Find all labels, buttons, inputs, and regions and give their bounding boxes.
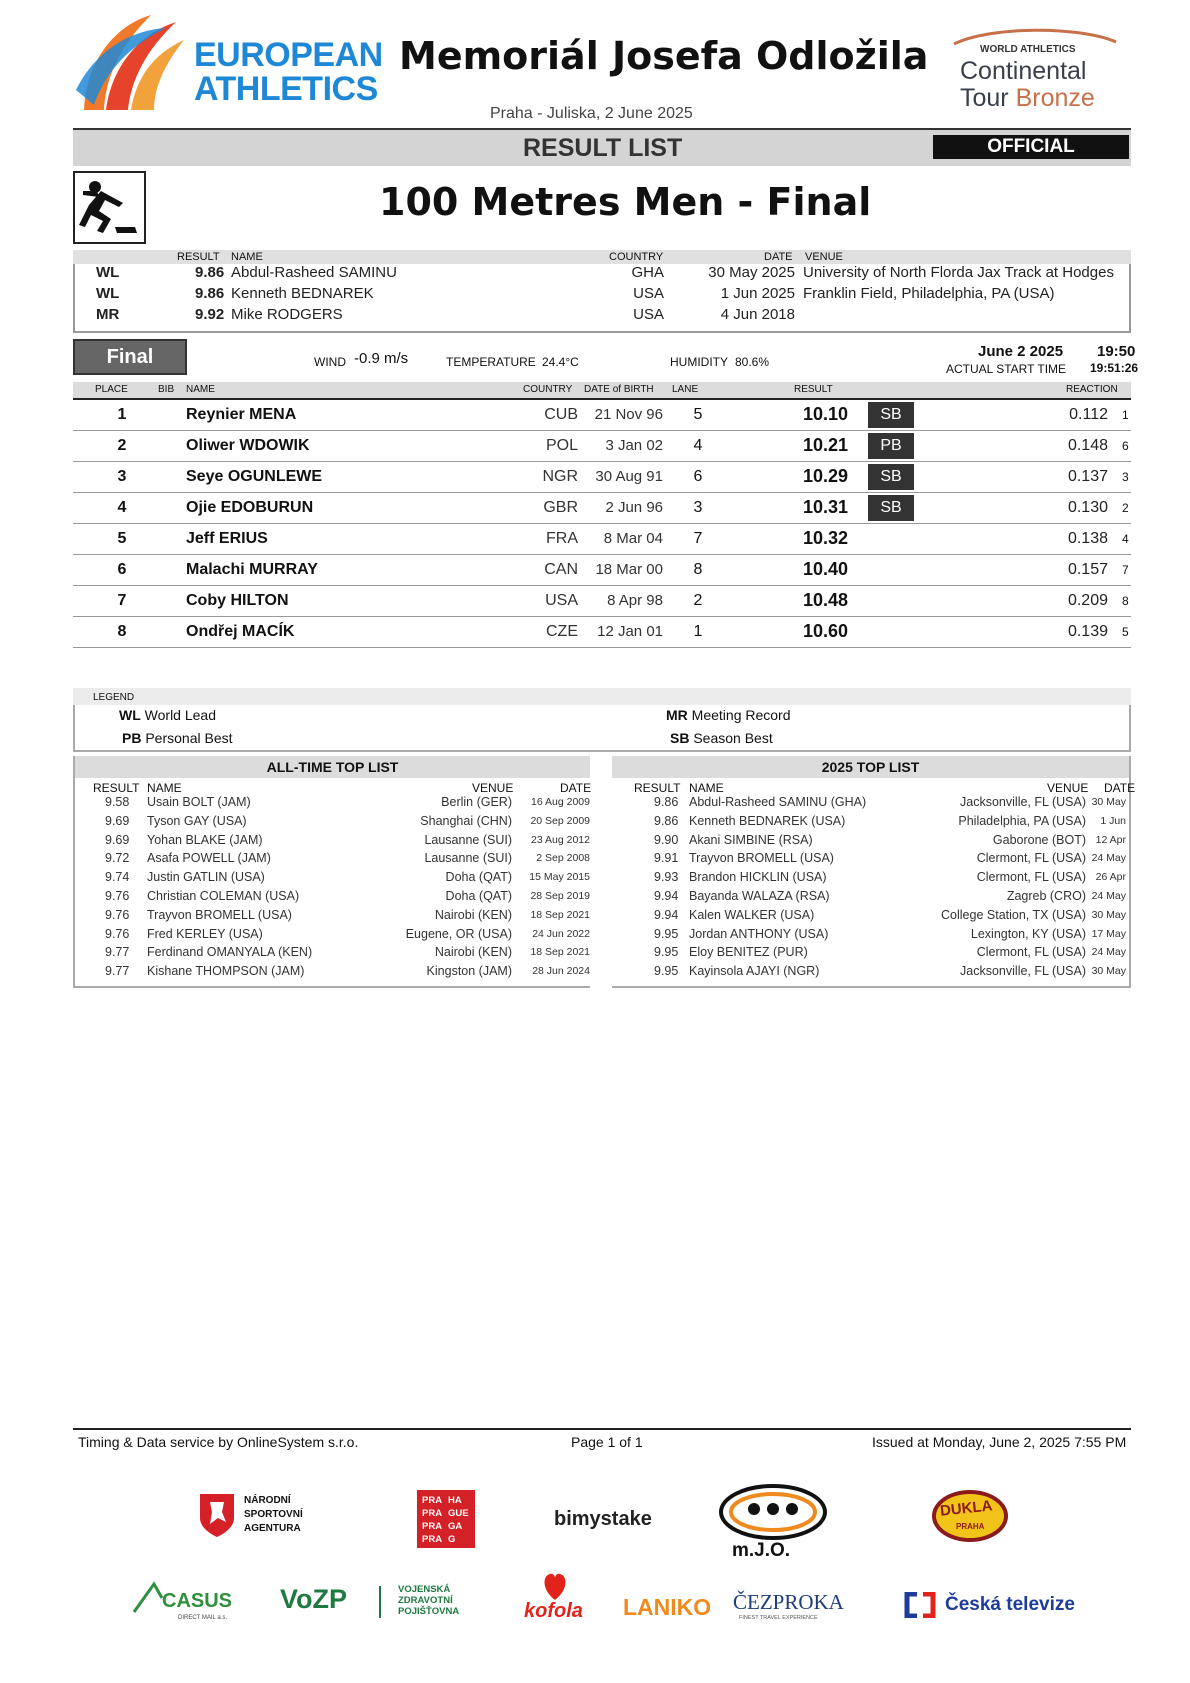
alltime-date: 23 Aug 2012 xyxy=(531,833,590,846)
col-dob: DATE of BIRTH xyxy=(584,384,654,395)
alltime-result: 9.58 xyxy=(105,795,130,809)
wind-label: WIND xyxy=(314,355,346,369)
round-badge: Final xyxy=(73,339,187,375)
season-name: Brandon HICKLIN (USA) xyxy=(689,870,827,885)
temperature-label: TEMPERATURE xyxy=(446,355,536,369)
season-result: 9.91 xyxy=(654,851,679,866)
records-col-result: RESULT xyxy=(177,251,220,263)
result-place: 5 xyxy=(117,530,127,547)
alltime-col-name: NAME xyxy=(147,781,182,795)
casus-logo: CASUS DIRECT MAIL a.s. xyxy=(132,1580,232,1628)
season-result: 9.86 xyxy=(654,795,679,809)
season-venue: Clermont, FL (USA) xyxy=(976,870,1086,885)
result-mark: 10.32 xyxy=(802,528,848,548)
humidity-label: HUMIDITY xyxy=(670,355,728,369)
meeting-title: Memoriál Josefa Odložila xyxy=(399,34,929,78)
dukla-logo: DUKLA PRAHA xyxy=(930,1488,1010,1548)
result-row xyxy=(73,400,1131,431)
athlete-dob: 30 Aug 91 xyxy=(595,468,663,485)
running-track-icon xyxy=(718,1483,828,1541)
athlete-country: CUB xyxy=(544,406,578,423)
praha-logo: PRA HA PRA GUE PRA GA PRA G xyxy=(417,1490,475,1548)
records-col-name: NAME xyxy=(231,251,263,263)
season-name: Trayvon BROMELL (USA) xyxy=(689,851,834,866)
record-result: 9.86 xyxy=(195,285,225,302)
official-badge: OFFICIAL xyxy=(933,135,1129,159)
alltime-col-date: DATE xyxy=(560,781,592,795)
record-code: WL xyxy=(96,264,120,281)
season-result: 9.95 xyxy=(654,964,679,979)
reaction-rank: 6 xyxy=(1122,439,1129,453)
season-venue: Philadelphia, PA (USA) xyxy=(958,813,1086,828)
legend-item-mr: MR Meeting Record xyxy=(666,707,791,723)
event-title: 100 Metres Men - Final xyxy=(379,180,872,224)
record-result: 9.86 xyxy=(195,264,225,281)
alltime-venue: Berlin (GER) xyxy=(441,795,512,809)
laniko-logo: LANIKO xyxy=(623,1594,712,1620)
alltime-date: 2 Sep 2008 xyxy=(536,852,590,865)
season-result: 9.93 xyxy=(654,870,679,885)
alltime-venue: Kingston (JAM) xyxy=(426,964,512,979)
season-col-name: NAME xyxy=(689,781,724,795)
athlete-lane: 8 xyxy=(693,561,703,578)
reaction-rank: 2 xyxy=(1122,501,1129,515)
reaction-time: 0.139 xyxy=(1067,623,1108,640)
result-place: 3 xyxy=(117,468,127,485)
athlete-lane: 1 xyxy=(693,623,703,640)
alltime-venue: Lausanne (SUI) xyxy=(424,851,512,866)
alltime-venue: Doha (QAT) xyxy=(445,870,512,885)
reaction-time: 0.138 xyxy=(1067,530,1108,547)
col-reaction: REACTION xyxy=(1066,384,1118,395)
season-name: Kalen WALKER (USA) xyxy=(689,907,815,922)
season-name: Abdul-Rasheed SAMINU (GHA) xyxy=(689,795,867,809)
result-row xyxy=(73,493,1131,524)
alltime-date: 28 Jun 2024 xyxy=(532,965,590,978)
athlete-name: Coby HILTON xyxy=(186,592,289,609)
record-venue: Franklin Field, Philadelphia, PA (USA) xyxy=(803,285,1055,302)
season-date: 12 Apr xyxy=(1095,833,1126,846)
record-name: Kenneth BEDNAREK xyxy=(231,285,374,302)
season-result: 9.94 xyxy=(654,889,679,903)
alltime-result: 9.74 xyxy=(105,870,130,885)
reaction-time: 0.137 xyxy=(1067,468,1108,485)
mjo-logo: m.J.O. xyxy=(718,1483,828,1563)
athlete-lane: 7 xyxy=(693,530,703,547)
alltime-result: 9.76 xyxy=(105,889,130,903)
col-place: PLACE xyxy=(95,384,128,395)
result-mark: 10.21 xyxy=(802,435,848,455)
alltime-name: Fred KERLEY (USA) xyxy=(147,926,263,941)
start-time-value: 19:51:26 xyxy=(1090,361,1139,375)
alltime-venue: Nairobi (KEN) xyxy=(434,945,512,960)
athlete-name: Oliwer WDOWIK xyxy=(186,437,310,454)
athlete-lane: 3 xyxy=(693,499,703,516)
reaction-time: 0.209 xyxy=(1067,592,1108,609)
vozp-logo: VoZP VOJENSKÁ ZDRAVOTNÍ POJIŠŤOVNA xyxy=(280,1584,460,1617)
col-lane: LANE xyxy=(672,384,699,395)
alltime-date: 18 Sep 2021 xyxy=(530,908,590,921)
result-place: 7 xyxy=(117,592,127,609)
col-result: RESULT xyxy=(794,384,833,395)
result-place: 1 xyxy=(117,406,127,423)
temperature-value: 24.4°C xyxy=(542,355,579,369)
col-bib: BIB xyxy=(158,384,175,395)
alltime-venue: Lausanne (SUI) xyxy=(424,832,512,847)
season-date: 30 May xyxy=(1091,908,1126,921)
record-country: GHA xyxy=(631,264,664,281)
athlete-name: Ondřej MACÍK xyxy=(186,623,295,640)
result-mark: 10.48 xyxy=(802,590,848,610)
event-date: June 2 2025 xyxy=(978,343,1064,360)
legend-item-pb: PB Personal Best xyxy=(122,730,233,746)
alltime-result: 9.77 xyxy=(105,964,130,979)
alltime-result: 9.69 xyxy=(105,832,130,847)
result-row xyxy=(73,524,1131,555)
result-flag-badge: SB xyxy=(868,464,914,490)
kofola-heart-icon xyxy=(540,1570,570,1602)
alltime-name: Usain BOLT (JAM) xyxy=(147,795,251,809)
alltime-date: 24 Jun 2022 xyxy=(532,927,590,940)
athlete-country: POL xyxy=(545,437,578,454)
result-place: 4 xyxy=(117,499,127,516)
alltime-name: Ferdinand OMANYALA (KEN) xyxy=(147,945,313,960)
season-date: 17 May xyxy=(1091,927,1126,940)
reaction-rank: 5 xyxy=(1122,625,1129,639)
season-date: 24 May xyxy=(1091,890,1126,902)
alltime-title: ALL-TIME TOP LIST xyxy=(75,756,590,778)
reaction-time: 0.148 xyxy=(1067,437,1108,454)
wind-value: -0.9 m/s xyxy=(354,350,409,367)
season-date: 26 Apr xyxy=(1095,871,1126,884)
alltime-name: Kishane THOMPSON (JAM) xyxy=(147,964,305,979)
athlete-dob: 8 Apr 98 xyxy=(607,592,663,609)
records-col-date: DATE xyxy=(764,251,793,263)
season-venue: Lexington, KY (USA) xyxy=(970,926,1086,941)
sprinter-start-icon xyxy=(73,171,146,244)
reaction-rank: 8 xyxy=(1122,594,1129,608)
alltime-col-result: RESULT xyxy=(93,781,140,795)
season-venue: Jacksonville, FL (USA) xyxy=(960,795,1086,809)
result-flag-badge: SB xyxy=(868,495,914,521)
reaction-time: 0.130 xyxy=(1067,499,1108,516)
tour-organization: WORLD ATHLETICS xyxy=(980,44,1076,55)
top-lists-gap xyxy=(590,756,612,988)
alltime-name: Justin GATLIN (USA) xyxy=(147,870,265,885)
alltime-venue: Doha (QAT) xyxy=(445,889,512,903)
result-place: 6 xyxy=(117,561,127,578)
season-name: Akani SIMBINE (RSA) xyxy=(689,832,813,847)
footer-timing: Timing & Data service by OnlineSystem s.r.o. xyxy=(78,1434,359,1450)
ceska-televize-logo: Česká televize xyxy=(903,1592,1103,1622)
kofola-logo: kofola xyxy=(520,1570,590,1630)
start-time-label: ACTUAL START TIME xyxy=(946,362,1067,376)
record-date: 4 Jun 2018 xyxy=(720,306,795,323)
record-date: 30 May 2025 xyxy=(708,264,795,281)
result-row xyxy=(73,617,1131,648)
result-row xyxy=(73,555,1131,586)
record-country: USA xyxy=(633,285,664,302)
record-venue: University of North Florda Jax Track at Hodges xyxy=(803,264,1114,281)
footer-rule xyxy=(73,1428,1131,1430)
records-col-venue: VENUE xyxy=(805,251,843,263)
col-country: COUNTRY xyxy=(523,384,573,395)
result-mark: 10.31 xyxy=(802,497,848,517)
season-col-venue: VENUE xyxy=(1047,781,1089,795)
alltime-date: 18 Sep 2021 xyxy=(530,946,590,959)
event-time: 19:50 xyxy=(1097,343,1136,360)
footer-page: Page 1 of 1 xyxy=(571,1434,643,1450)
season-name: Kayinsola AJAYI (NGR) xyxy=(689,964,820,979)
reaction-rank: 1 xyxy=(1122,408,1129,422)
result-flag-badge: SB xyxy=(868,402,914,428)
result-mark: 10.40 xyxy=(802,559,848,579)
season-venue: Clermont, FL (USA) xyxy=(976,945,1086,960)
season-venue: Zagreb (CRO) xyxy=(1006,889,1086,903)
record-name: Abdul-Rasheed SAMINU xyxy=(231,264,397,281)
season-result: 9.94 xyxy=(654,907,679,922)
athlete-country: NGR xyxy=(542,468,578,485)
season-col-date: DATE xyxy=(1104,781,1136,795)
alltime-venue: Nairobi (KEN) xyxy=(434,907,512,922)
result-mark: 10.60 xyxy=(802,621,848,641)
humidity-value: 80.6% xyxy=(735,355,770,369)
bimystake-logo: bimystake xyxy=(554,1508,652,1530)
athlete-dob: 3 Jan 02 xyxy=(605,437,663,454)
reaction-time: 0.157 xyxy=(1067,561,1108,578)
athlete-dob: 2 Jun 96 xyxy=(605,499,663,516)
athlete-country: USA xyxy=(545,592,578,609)
season-venue: Clermont, FL (USA) xyxy=(976,851,1086,866)
legend-header-bar xyxy=(73,688,1131,705)
athlete-lane: 6 xyxy=(693,468,703,485)
athlete-name: Jeff ERIUS xyxy=(186,530,268,547)
season-result: 9.95 xyxy=(654,926,679,941)
season-col-result: RESULT xyxy=(634,781,681,795)
reaction-time: 0.112 xyxy=(1069,406,1108,423)
lion-shield-icon xyxy=(198,1492,236,1538)
season-result: 9.86 xyxy=(654,813,679,828)
reaction-rank: 7 xyxy=(1122,563,1129,577)
alltime-name: Tyson GAY (USA) xyxy=(147,813,247,828)
legend-item-sb: SB Season Best xyxy=(670,730,773,746)
nsa-logo: NÁRODNÍ SPORTOVNÍ AGENTURA xyxy=(198,1492,338,1542)
season-venue: College Station, TX (USA) xyxy=(941,907,1086,922)
record-date: 1 Jun 2025 xyxy=(720,285,795,302)
athlete-name: Reynier MENA xyxy=(186,406,297,423)
season-name: Eloy BENITEZ (PUR) xyxy=(689,945,808,960)
athlete-lane: 2 xyxy=(693,592,703,609)
record-name: Mike RODGERS xyxy=(231,306,343,323)
season-title: 2025 TOP LIST xyxy=(612,756,1129,778)
athlete-name: Malachi MURRAY xyxy=(186,561,318,578)
ea-swoosh-icon xyxy=(76,10,186,120)
athlete-name: Seye OGUNLEWE xyxy=(186,468,323,485)
tour-name: Continental Tour Bronze xyxy=(960,57,1095,112)
athlete-dob: 18 Mar 00 xyxy=(595,561,663,578)
athlete-dob: 8 Mar 04 xyxy=(603,530,663,547)
ct-mark-icon xyxy=(903,1592,937,1618)
alltime-result: 9.77 xyxy=(105,945,130,960)
alltime-name: Yohan BLAKE (JAM) xyxy=(147,832,263,847)
athlete-dob: 21 Nov 96 xyxy=(594,406,663,423)
meeting-subtitle: Praha - Juliska, 2 June 2025 xyxy=(490,105,693,122)
reaction-rank: 4 xyxy=(1122,532,1129,546)
reaction-rank: 3 xyxy=(1122,470,1129,484)
alltime-date: 20 Sep 2009 xyxy=(530,814,590,827)
alltime-result: 9.72 xyxy=(105,851,130,866)
col-name: NAME xyxy=(186,384,215,395)
records-col-country: COUNTRY xyxy=(609,251,664,263)
season-date: 30 May xyxy=(1091,796,1126,808)
season-date: 24 May xyxy=(1091,852,1126,865)
result-flag-badge: PB xyxy=(868,433,914,459)
result-mark: 10.10 xyxy=(802,404,848,424)
legend-item-wl: WL World Lead xyxy=(119,707,216,723)
athlete-name: Ojie EDOBURUN xyxy=(186,499,314,516)
athlete-dob: 12 Jan 01 xyxy=(597,623,663,640)
alltime-venue: Shanghai (CHN) xyxy=(420,813,512,828)
record-code: MR xyxy=(96,306,120,323)
legend-title: LEGEND xyxy=(93,692,135,703)
alltime-result: 9.69 xyxy=(105,813,130,828)
season-name: Bayanda WALAZA (RSA) xyxy=(689,889,830,903)
alltime-col-venue: VENUE xyxy=(472,781,514,795)
record-country: USA xyxy=(633,306,664,323)
alltime-venue: Eugene, OR (USA) xyxy=(405,926,512,941)
season-name: Jordan ANTHONY (USA) xyxy=(689,926,829,941)
alltime-name: Christian COLEMAN (USA) xyxy=(147,889,300,903)
result-mark: 10.29 xyxy=(802,466,848,486)
alltime-result: 9.76 xyxy=(105,907,130,922)
result-row xyxy=(73,431,1131,462)
result-place: 8 xyxy=(117,623,127,640)
season-date: 30 May xyxy=(1091,965,1126,978)
alltime-result: 9.76 xyxy=(105,926,130,941)
season-venue: Jacksonville, FL (USA) xyxy=(960,964,1086,979)
footer-issued: Issued at Monday, June 2, 2025 7:55 PM xyxy=(872,1434,1127,1450)
season-name: Kenneth BEDNAREK (USA) xyxy=(689,813,846,828)
athlete-country: GBR xyxy=(543,499,578,516)
athlete-lane: 5 xyxy=(693,406,703,423)
season-result: 9.95 xyxy=(654,945,679,960)
alltime-name: Trayvon BROMELL (USA) xyxy=(147,907,292,922)
season-date: 1 Jun xyxy=(1100,814,1126,827)
athlete-country: CAN xyxy=(544,561,578,578)
alltime-date: 15 May 2015 xyxy=(529,871,590,884)
alltime-date: 16 Aug 2009 xyxy=(531,796,590,808)
athlete-country: FRA xyxy=(546,530,578,547)
record-result: 9.92 xyxy=(195,306,225,323)
result-row xyxy=(73,462,1131,493)
alltime-date: 28 Sep 2019 xyxy=(530,890,590,902)
record-code: WL xyxy=(96,285,120,302)
season-result: 9.90 xyxy=(654,832,679,847)
result-list-label: RESULT LIST xyxy=(523,134,683,162)
athlete-lane: 4 xyxy=(693,437,703,454)
cezproka-logo: ČEZPROKA FINEST TRAVEL EXPERIENCE xyxy=(733,1590,844,1621)
result-row xyxy=(73,586,1131,617)
european-athletics-wordmark: EUROPEAN ATHLETICS xyxy=(194,36,383,108)
athlete-country: CZE xyxy=(546,623,578,640)
result-place: 2 xyxy=(117,437,127,454)
season-venue: Gaborone (BOT) xyxy=(992,832,1086,847)
alltime-name: Asafa POWELL (JAM) xyxy=(147,851,271,866)
season-date: 24 May xyxy=(1091,946,1126,959)
